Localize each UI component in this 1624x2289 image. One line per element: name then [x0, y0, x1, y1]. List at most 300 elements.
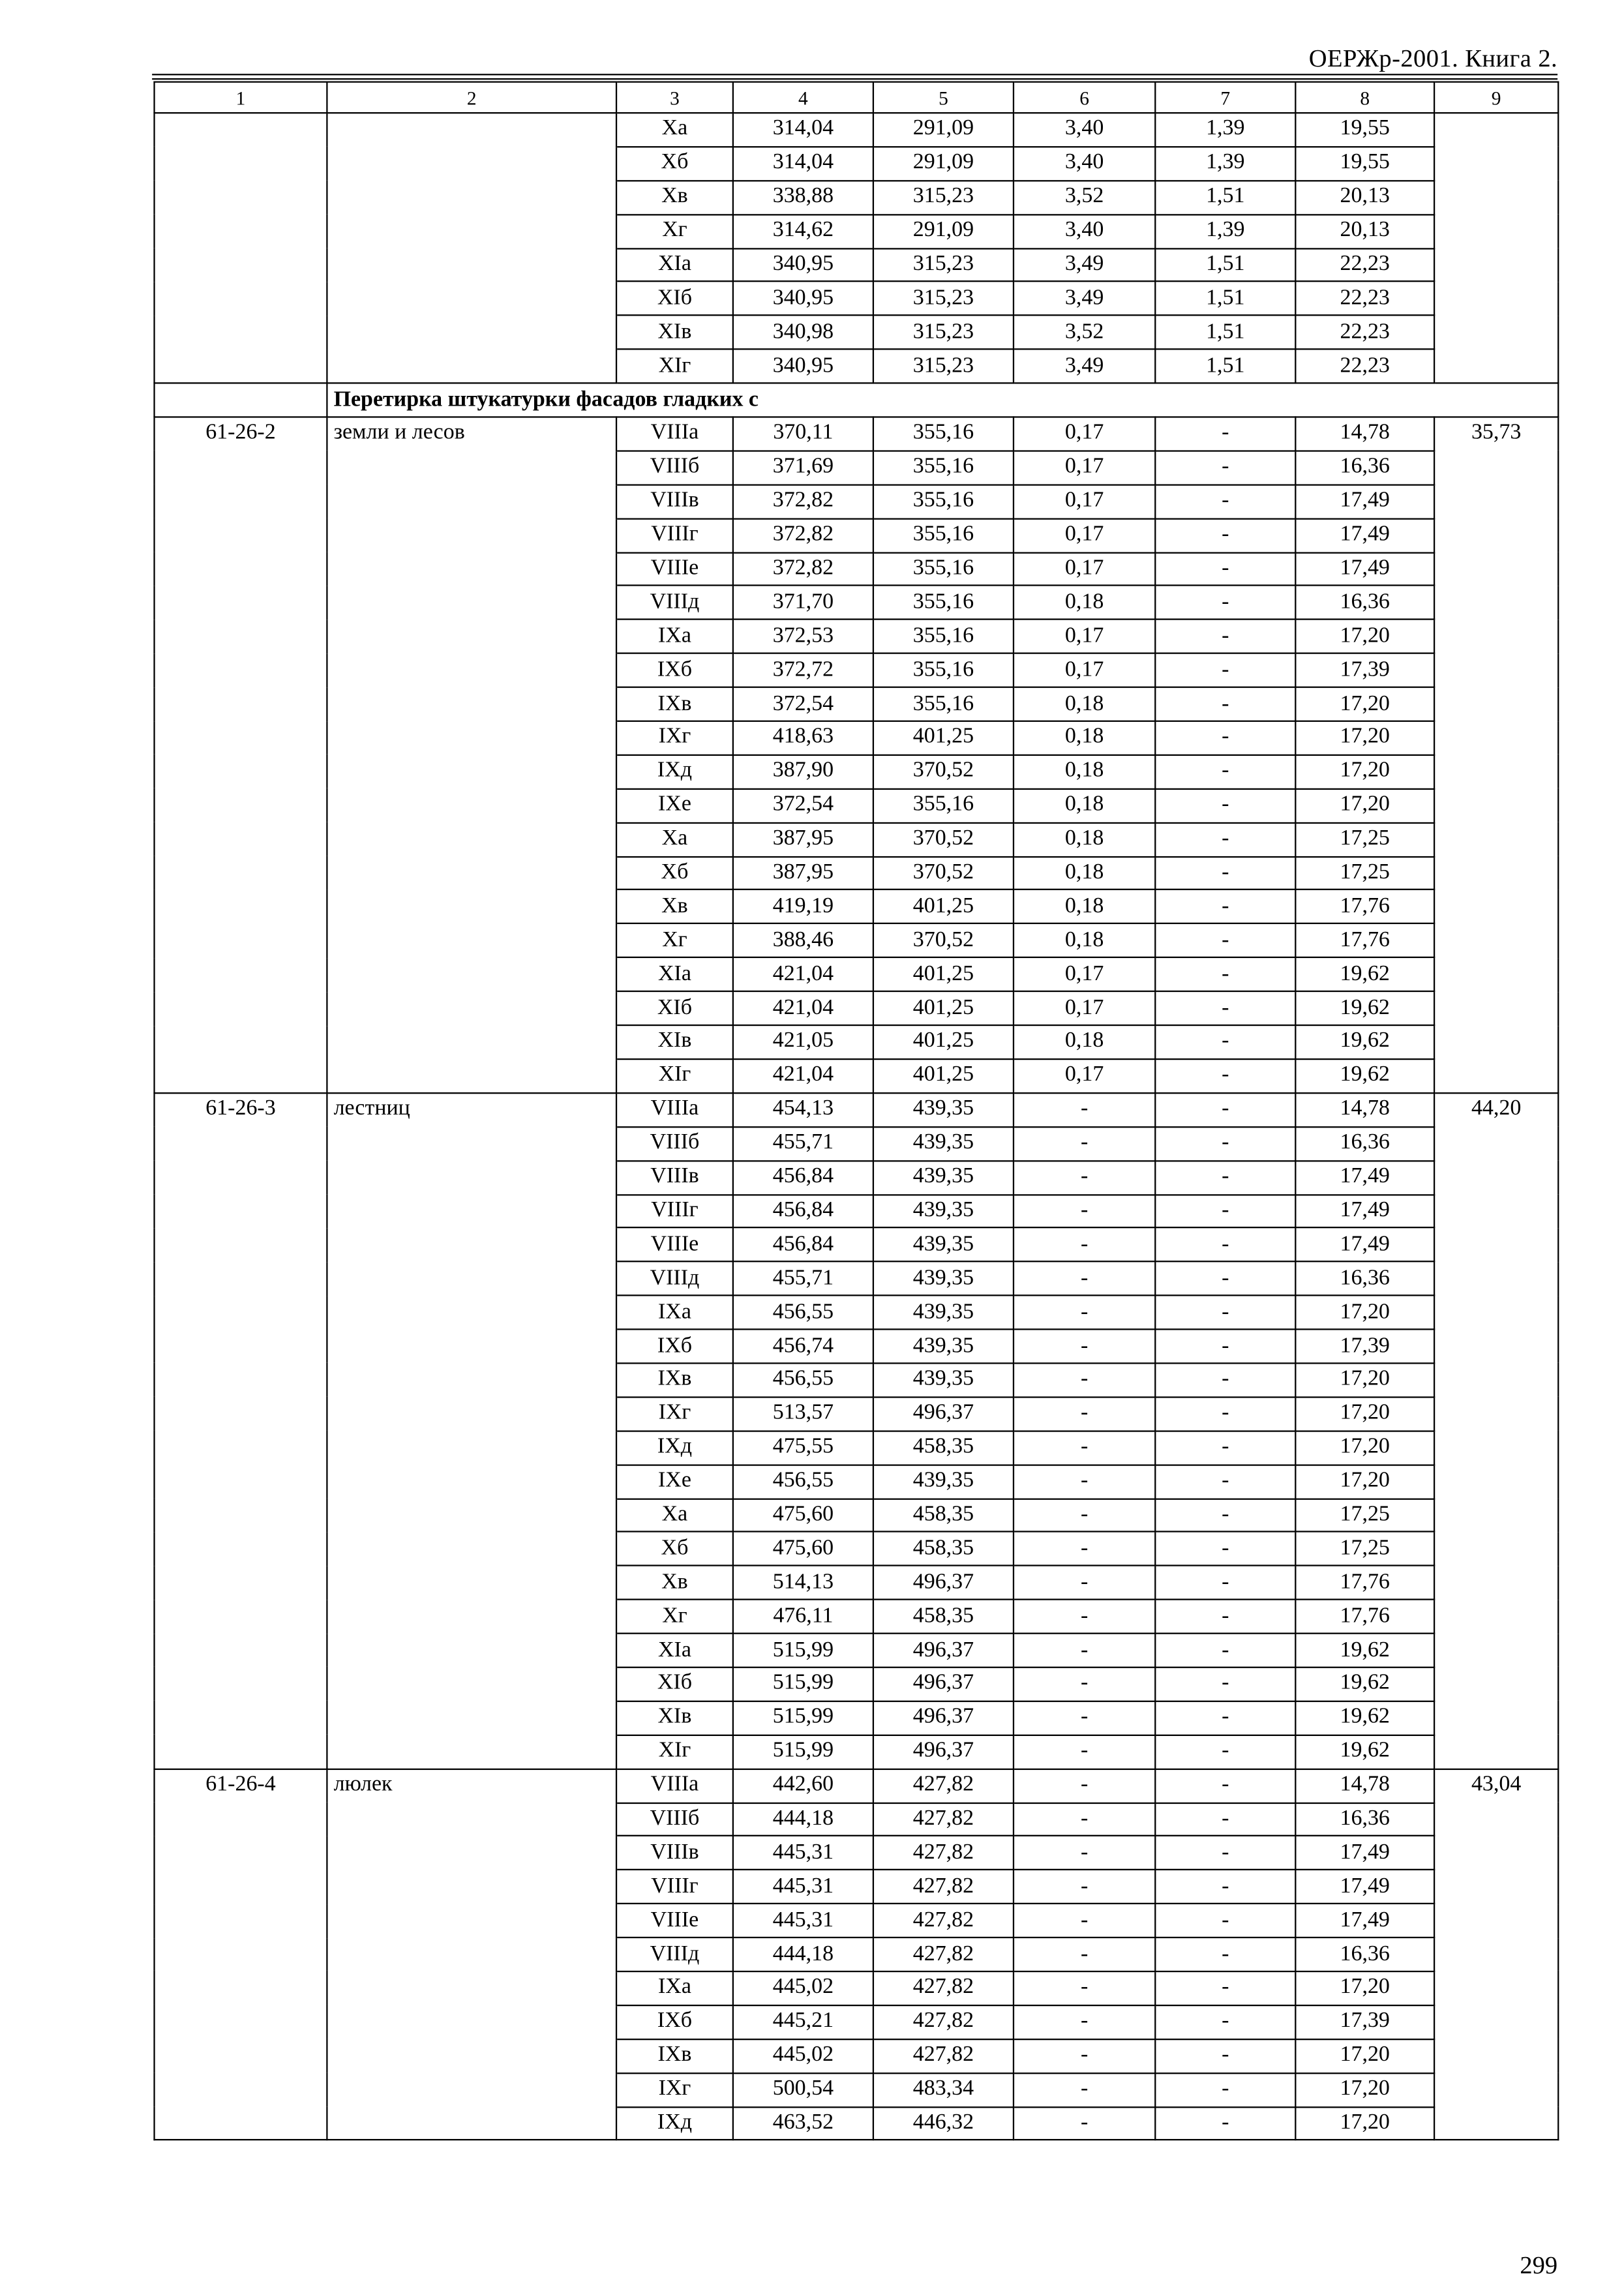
name-cell	[327, 2039, 616, 2073]
table-row	[155, 1532, 1559, 1566]
labor-cost-cell	[1434, 1465, 1558, 1499]
machines-cell: -	[1014, 1330, 1155, 1364]
table-row	[155, 1262, 1559, 1296]
zone-cell: XIг	[616, 1735, 733, 1769]
machines-cell: 3,40	[1014, 113, 1155, 147]
wages-cell: 427,82	[873, 1937, 1014, 1971]
labor-cost-cell	[1434, 1566, 1558, 1600]
zone-cell: VIIIг	[616, 1194, 733, 1228]
wages-cell: 370,52	[873, 856, 1014, 890]
total-cost-cell: 372,72	[733, 653, 873, 687]
table-row	[155, 147, 1559, 181]
machines-cell: 0,17	[1014, 991, 1155, 1025]
machinist-wages-cell: -	[1155, 1803, 1295, 1836]
wages-cell: 496,37	[873, 1397, 1014, 1431]
wages-cell: 401,25	[873, 958, 1014, 992]
machines-cell: -	[1014, 2106, 1155, 2140]
table-row	[155, 485, 1559, 518]
code-cell	[155, 890, 327, 924]
table-row	[155, 620, 1559, 653]
machinist-wages-cell: -	[1155, 1499, 1295, 1533]
name-cell	[327, 1836, 616, 1870]
materials-cell: 17,20	[1295, 1971, 1434, 2005]
materials-cell: 17,20	[1295, 1363, 1434, 1397]
total-cost-cell: 418,63	[733, 721, 873, 755]
code-cell	[155, 113, 327, 147]
labor-cost-cell	[1434, 924, 1558, 958]
machines-cell: 0,18	[1014, 755, 1155, 789]
labor-cost-cell	[1434, 1870, 1558, 1904]
zone-cell: XIв	[616, 1025, 733, 1059]
name-cell	[327, 1499, 616, 1533]
materials-cell: 17,20	[1295, 620, 1434, 653]
wages-cell: 291,09	[873, 215, 1014, 248]
table-row	[155, 1397, 1559, 1431]
table-row	[155, 113, 1559, 147]
machines-cell: -	[1014, 1600, 1155, 1634]
labor-cost-cell	[1434, 1971, 1558, 2005]
total-cost-cell: 456,84	[733, 1160, 873, 1194]
materials-cell: 19,55	[1295, 147, 1434, 181]
zone-cell: IXв	[616, 687, 733, 721]
zone-cell: VIIIд	[616, 1937, 733, 1971]
name-cell	[327, 485, 616, 518]
wages-cell: 439,35	[873, 1296, 1014, 1330]
table-row	[155, 1431, 1559, 1465]
code-cell	[155, 215, 327, 248]
total-cost-cell: 445,31	[733, 1836, 873, 1870]
total-cost-cell: 515,99	[733, 1735, 873, 1769]
machinist-wages-cell: -	[1155, 1465, 1295, 1499]
name-cell	[327, 1701, 616, 1735]
machinist-wages-cell: -	[1155, 1532, 1295, 1566]
machines-cell: 0,18	[1014, 822, 1155, 856]
code-cell	[155, 518, 327, 552]
labor-cost-cell	[1434, 2106, 1558, 2140]
table-row	[155, 1668, 1559, 1701]
zone-cell: VIIIe	[616, 1904, 733, 1937]
table-row	[155, 282, 1559, 316]
code-cell: 61-26-2	[155, 417, 327, 451]
materials-cell: 19,62	[1295, 1735, 1434, 1769]
machinist-wages-cell: -	[1155, 1870, 1295, 1904]
machines-cell: 0,17	[1014, 417, 1155, 451]
name-cell	[327, 248, 616, 282]
machines-cell: -	[1014, 1397, 1155, 1431]
zone-cell: Xб	[616, 856, 733, 890]
zone-cell: IXa	[616, 1296, 733, 1330]
name-cell	[327, 1397, 616, 1431]
code-cell	[155, 1870, 327, 1904]
materials-cell: 16,36	[1295, 451, 1434, 485]
machinist-wages-cell: -	[1155, 485, 1295, 518]
machinist-wages-cell: -	[1155, 1904, 1295, 1937]
machinist-wages-cell: 1,51	[1155, 248, 1295, 282]
name-cell	[327, 1431, 616, 1465]
name-cell: лестниц	[327, 1093, 616, 1127]
machines-cell: -	[1014, 1971, 1155, 2005]
labor-cost-cell	[1434, 1532, 1558, 1566]
zone-cell: Xa	[616, 113, 733, 147]
materials-cell: 16,36	[1295, 1937, 1434, 1971]
wages-cell: 355,16	[873, 620, 1014, 653]
labor-cost-cell	[1434, 1262, 1558, 1296]
machinist-wages-cell: 1,39	[1155, 113, 1295, 147]
total-cost-cell: 455,71	[733, 1127, 873, 1161]
machines-cell: 0,18	[1014, 788, 1155, 822]
name-cell	[327, 755, 616, 789]
machines-cell: 3,49	[1014, 350, 1155, 383]
machinist-wages-cell: -	[1155, 890, 1295, 924]
zone-cell: IXб	[616, 653, 733, 687]
materials-cell: 17,49	[1295, 1228, 1434, 1262]
machinist-wages-cell: -	[1155, 1769, 1295, 1803]
code-cell	[155, 248, 327, 282]
table-row	[155, 417, 1559, 451]
labor-cost-cell	[1434, 451, 1558, 485]
total-cost-cell: 475,55	[733, 1431, 873, 1465]
machinist-wages-cell: -	[1155, 1296, 1295, 1330]
machines-cell: -	[1014, 2072, 1155, 2106]
machines-cell: -	[1014, 1735, 1155, 1769]
name-cell	[327, 788, 616, 822]
code-cell	[155, 1803, 327, 1836]
materials-cell: 17,76	[1295, 1566, 1434, 1600]
labor-cost-cell	[1434, 1330, 1558, 1364]
code-cell	[155, 2072, 327, 2106]
labor-cost-cell	[1434, 181, 1558, 215]
machines-cell: -	[1014, 1499, 1155, 1533]
materials-cell: 22,23	[1295, 248, 1434, 282]
zone-cell: Xг	[616, 1600, 733, 1634]
wages-cell: 496,37	[873, 1668, 1014, 1701]
machines-cell: 0,18	[1014, 890, 1155, 924]
total-cost-cell: 421,04	[733, 958, 873, 992]
materials-cell: 17,20	[1295, 755, 1434, 789]
materials-cell: 17,39	[1295, 1330, 1434, 1364]
name-cell: люлек	[327, 1769, 616, 1803]
code-cell	[155, 1668, 327, 1701]
total-cost-cell: 372,82	[733, 518, 873, 552]
zone-cell: IXд	[616, 755, 733, 789]
materials-cell: 17,76	[1295, 890, 1434, 924]
machines-cell: -	[1014, 1937, 1155, 1971]
wages-cell: 446,32	[873, 2106, 1014, 2140]
wages-cell: 496,37	[873, 1701, 1014, 1735]
machines-cell: -	[1014, 1194, 1155, 1228]
zone-cell: XIв	[616, 316, 733, 350]
zone-cell: XIг	[616, 1059, 733, 1093]
table-row	[155, 1127, 1559, 1161]
name-cell	[327, 958, 616, 992]
machines-cell: -	[1014, 1093, 1155, 1127]
total-cost-cell: 515,99	[733, 1701, 873, 1735]
materials-cell: 17,76	[1295, 1600, 1434, 1634]
machinist-wages-cell: -	[1155, 1093, 1295, 1127]
labor-cost-cell	[1434, 282, 1558, 316]
code-cell	[155, 2005, 327, 2039]
machines-cell: -	[1014, 1904, 1155, 1937]
code-cell	[155, 1194, 327, 1228]
wages-cell: 370,52	[873, 822, 1014, 856]
total-cost-cell: 387,90	[733, 755, 873, 789]
labor-cost-cell	[1434, 1668, 1558, 1701]
code-cell	[155, 1937, 327, 1971]
column-number-cell: 7	[1155, 82, 1295, 113]
machines-cell: -	[1014, 1803, 1155, 1836]
total-cost-cell: 371,70	[733, 586, 873, 620]
labor-cost-cell	[1434, 1397, 1558, 1431]
materials-cell: 17,49	[1295, 1836, 1434, 1870]
name-cell	[327, 552, 616, 586]
materials-cell: 19,62	[1295, 1634, 1434, 1668]
machinist-wages-cell: -	[1155, 1937, 1295, 1971]
table-row	[155, 687, 1559, 721]
wages-cell: 315,23	[873, 350, 1014, 383]
total-cost-cell: 475,60	[733, 1532, 873, 1566]
name-cell	[327, 2106, 616, 2140]
name-cell	[327, 1465, 616, 1499]
code-cell	[155, 552, 327, 586]
labor-cost-cell	[1434, 2039, 1558, 2073]
code-cell	[155, 1059, 327, 1093]
materials-cell: 17,49	[1295, 1870, 1434, 1904]
total-cost-cell: 463,52	[733, 2106, 873, 2140]
table-row	[155, 316, 1559, 350]
machinist-wages-cell: 1,51	[1155, 181, 1295, 215]
code-cell	[155, 924, 327, 958]
table-row	[155, 518, 1559, 552]
section-title-row	[155, 383, 1559, 417]
wages-cell: 439,35	[873, 1194, 1014, 1228]
machinist-wages-cell: -	[1155, 586, 1295, 620]
labor-cost-cell	[1434, 215, 1558, 248]
table-row	[155, 1194, 1559, 1228]
name-cell: земли и лесов	[327, 417, 616, 451]
total-cost-cell: 456,84	[733, 1194, 873, 1228]
zone-cell: IXa	[616, 620, 733, 653]
labor-cost-cell	[1434, 1160, 1558, 1194]
wages-cell: 496,37	[873, 1735, 1014, 1769]
materials-cell: 17,20	[1295, 788, 1434, 822]
machines-cell: 3,52	[1014, 316, 1155, 350]
materials-cell: 19,55	[1295, 113, 1434, 147]
materials-cell: 17,49	[1295, 1904, 1434, 1937]
code-cell	[155, 755, 327, 789]
labor-cost-cell	[1434, 620, 1558, 653]
table-row	[155, 2039, 1559, 2073]
code-cell	[155, 822, 327, 856]
table-row	[155, 1465, 1559, 1499]
code-cell	[155, 2106, 327, 2140]
code-cell	[155, 1397, 327, 1431]
zone-cell: VIIIв	[616, 1160, 733, 1194]
materials-cell: 19,62	[1295, 1668, 1434, 1701]
zone-cell: VIIIв	[616, 1836, 733, 1870]
machinist-wages-cell: -	[1155, 1330, 1295, 1364]
table-row	[155, 958, 1559, 992]
code-cell	[155, 1701, 327, 1735]
zone-cell: Xб	[616, 1532, 733, 1566]
machines-cell: 0,17	[1014, 518, 1155, 552]
wages-cell: 439,35	[873, 1262, 1014, 1296]
code-cell	[155, 620, 327, 653]
zone-cell: VIIIa	[616, 1769, 733, 1803]
total-cost-cell: 444,18	[733, 1803, 873, 1836]
zone-cell: IXб	[616, 2005, 733, 2039]
machinist-wages-cell: -	[1155, 1431, 1295, 1465]
name-cell	[327, 181, 616, 215]
wages-cell: 427,82	[873, 1904, 1014, 1937]
labor-cost-cell	[1434, 1904, 1558, 1937]
zone-cell: VIIIв	[616, 485, 733, 518]
machinist-wages-cell: -	[1155, 1600, 1295, 1634]
name-cell	[327, 620, 616, 653]
table-row	[155, 2072, 1559, 2106]
section-title-empty-cell	[155, 383, 327, 417]
machinist-wages-cell: -	[1155, 991, 1295, 1025]
name-cell	[327, 2072, 616, 2106]
name-cell	[327, 147, 616, 181]
total-cost-cell: 370,11	[733, 417, 873, 451]
code-cell	[155, 1634, 327, 1668]
total-cost-cell: 444,18	[733, 1937, 873, 1971]
labor-cost-cell	[1434, 822, 1558, 856]
machinist-wages-cell: -	[1155, 958, 1295, 992]
wages-cell: 483,34	[873, 2072, 1014, 2106]
labor-cost-cell	[1434, 485, 1558, 518]
wages-cell: 355,16	[873, 586, 1014, 620]
materials-cell: 16,36	[1295, 1262, 1434, 1296]
zone-cell: IXд	[616, 2106, 733, 2140]
labor-cost-cell	[1434, 958, 1558, 992]
machinist-wages-cell: -	[1155, 653, 1295, 687]
labor-cost-cell	[1434, 1836, 1558, 1870]
total-cost-cell: 445,21	[733, 2005, 873, 2039]
total-cost-cell: 372,54	[733, 788, 873, 822]
labor-cost-cell	[1434, 1025, 1558, 1059]
zone-cell: IXг	[616, 1397, 733, 1431]
machines-cell: 0,17	[1014, 1059, 1155, 1093]
table-row	[155, 181, 1559, 215]
header-rule	[152, 74, 1557, 75]
wages-cell: 355,16	[873, 653, 1014, 687]
code-cell	[155, 958, 327, 992]
name-cell	[327, 721, 616, 755]
wages-cell: 458,35	[873, 1431, 1014, 1465]
machinist-wages-cell: -	[1155, 1262, 1295, 1296]
machines-cell: -	[1014, 1465, 1155, 1499]
column-number-cell: 5	[873, 82, 1014, 113]
zone-cell: XIa	[616, 958, 733, 992]
table-row	[155, 1093, 1559, 1127]
labor-cost-cell	[1434, 1937, 1558, 1971]
materials-cell: 17,49	[1295, 1160, 1434, 1194]
machinist-wages-cell: -	[1155, 1971, 1295, 2005]
materials-cell: 22,23	[1295, 282, 1434, 316]
labor-cost-cell	[1434, 2005, 1558, 2039]
machines-cell: -	[1014, 1228, 1155, 1262]
total-cost-cell: 314,04	[733, 147, 873, 181]
labor-cost-cell: 35,73	[1434, 417, 1558, 451]
wages-cell: 355,16	[873, 552, 1014, 586]
code-cell	[155, 1160, 327, 1194]
section-title: Перетирка штукатурки фасадов гладких с	[327, 383, 1558, 417]
name-cell	[327, 1937, 616, 1971]
total-cost-cell: 442,60	[733, 1769, 873, 1803]
name-cell	[327, 1870, 616, 1904]
machines-cell: -	[1014, 1296, 1155, 1330]
machines-cell: -	[1014, 1668, 1155, 1701]
zone-cell: IXe	[616, 1465, 733, 1499]
table-row	[155, 1735, 1559, 1769]
name-cell	[327, 1059, 616, 1093]
zone-cell: Xa	[616, 822, 733, 856]
machinist-wages-cell: -	[1155, 1127, 1295, 1161]
column-number-cell: 4	[733, 82, 873, 113]
machines-cell: -	[1014, 1127, 1155, 1161]
name-cell	[327, 1194, 616, 1228]
labor-cost-cell	[1434, 1735, 1558, 1769]
wages-cell: 370,52	[873, 755, 1014, 789]
name-cell	[327, 1600, 616, 1634]
code-cell	[155, 1127, 327, 1161]
wages-cell: 427,82	[873, 2005, 1014, 2039]
name-cell	[327, 1160, 616, 1194]
materials-cell: 19,62	[1295, 1059, 1434, 1093]
code-cell	[155, 788, 327, 822]
materials-cell: 14,78	[1295, 1769, 1434, 1803]
machines-cell: 0,18	[1014, 687, 1155, 721]
labor-cost-cell	[1434, 552, 1558, 586]
total-cost-cell: 372,82	[733, 552, 873, 586]
zone-cell: Xв	[616, 890, 733, 924]
table-row	[155, 1363, 1559, 1397]
machines-cell: -	[1014, 2005, 1155, 2039]
labor-cost-cell: 43,04	[1434, 1769, 1558, 1803]
total-cost-cell: 456,84	[733, 1228, 873, 1262]
materials-cell: 17,20	[1295, 1397, 1434, 1431]
machines-cell: 0,17	[1014, 485, 1155, 518]
table-row	[155, 653, 1559, 687]
zone-cell: IXг	[616, 2072, 733, 2106]
wages-cell: 427,82	[873, 1803, 1014, 1836]
zone-cell: VIIIг	[616, 518, 733, 552]
machinist-wages-cell: -	[1155, 1059, 1295, 1093]
code-cell	[155, 1228, 327, 1262]
zone-cell: VIIIe	[616, 1228, 733, 1262]
zone-cell: VIIIд	[616, 586, 733, 620]
total-cost-cell: 456,55	[733, 1296, 873, 1330]
machinist-wages-cell: -	[1155, 1701, 1295, 1735]
zone-cell: IXг	[616, 721, 733, 755]
zone-cell: VIIIд	[616, 1262, 733, 1296]
code-cell	[155, 1566, 327, 1600]
total-cost-cell: 421,04	[733, 1059, 873, 1093]
total-cost-cell: 340,98	[733, 316, 873, 350]
zone-cell: Xг	[616, 924, 733, 958]
materials-cell: 17,20	[1295, 721, 1434, 755]
materials-cell: 19,62	[1295, 958, 1434, 992]
table-row	[155, 552, 1559, 586]
materials-cell: 22,23	[1295, 350, 1434, 383]
machines-cell: -	[1014, 1160, 1155, 1194]
machines-cell: -	[1014, 1262, 1155, 1296]
labor-cost-cell	[1434, 991, 1558, 1025]
wages-cell: 439,35	[873, 1127, 1014, 1161]
total-cost-cell: 456,74	[733, 1330, 873, 1364]
column-number-row	[155, 82, 1559, 113]
